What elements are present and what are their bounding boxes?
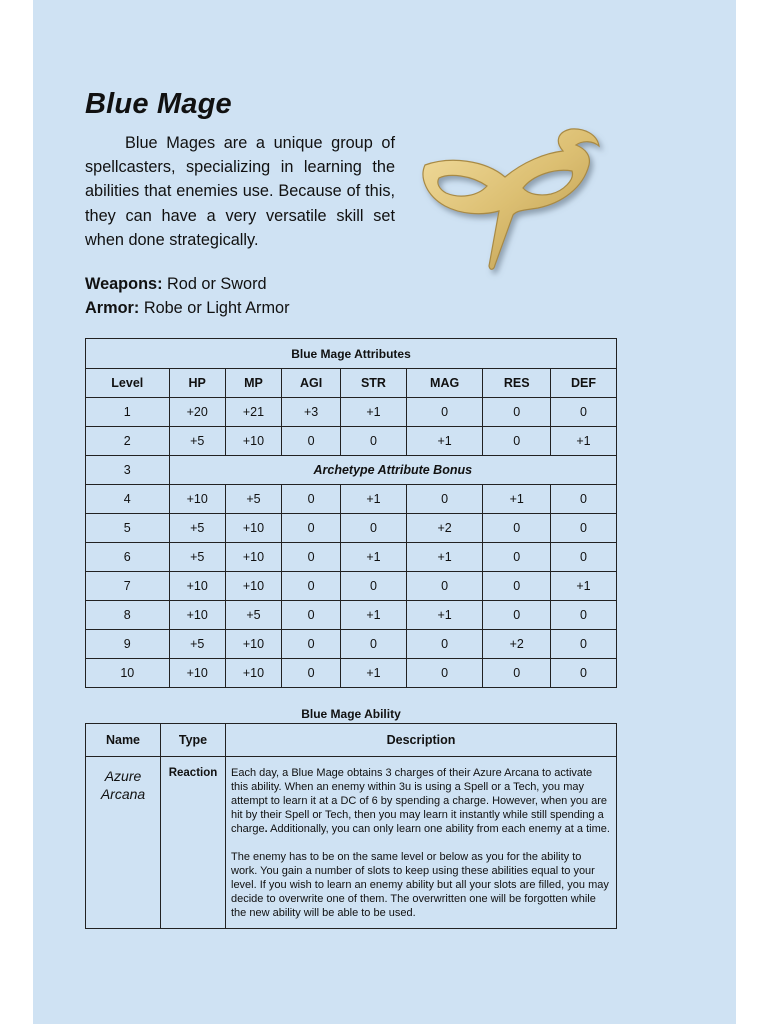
header-agi: AGI [282, 369, 341, 398]
class-description [85, 131, 395, 252]
attributes-row [86, 514, 617, 543]
header-mp: MP [225, 369, 281, 398]
stat-cell: 0 [483, 659, 551, 688]
level-cell: 10 [86, 659, 170, 688]
stat-cell: +5 [169, 427, 225, 456]
weapons-value: Rod or Sword [167, 275, 267, 293]
level-cell: 8 [86, 601, 170, 630]
level-cell: 6 [86, 543, 170, 572]
stat-cell: +5 [225, 601, 281, 630]
stat-cell: +10 [225, 514, 281, 543]
stat-cell: 0 [483, 427, 551, 456]
stat-cell: 0 [551, 630, 617, 659]
stat-cell: +10 [225, 659, 281, 688]
stat-cell: +1 [483, 485, 551, 514]
stat-cell: 0 [551, 659, 617, 688]
armor-label: Armor: [85, 299, 140, 317]
weapons-line [85, 275, 267, 294]
ability-description [226, 757, 617, 929]
stat-cell: +10 [225, 427, 281, 456]
header-mag: MAG [406, 369, 482, 398]
stat-cell: +3 [282, 398, 341, 427]
level-cell: 2 [86, 427, 170, 456]
header-str: STR [341, 369, 407, 398]
stat-cell: 0 [406, 659, 482, 688]
stat-cell: +1 [406, 543, 482, 572]
ability-caption: Blue Mage Ability [301, 707, 401, 721]
stat-cell: 0 [551, 398, 617, 427]
header-type: Type [161, 724, 226, 757]
stat-cell: 0 [282, 427, 341, 456]
armor-value: Robe or Light Armor [143, 299, 290, 317]
attributes-caption: Blue Mage Attributes [86, 339, 617, 369]
level-cell: 3 [86, 456, 170, 485]
stat-cell: 0 [341, 514, 407, 543]
stat-cell: 0 [551, 485, 617, 514]
stat-cell: +1 [341, 601, 407, 630]
level-cell: 4 [86, 485, 170, 514]
stat-cell: +1 [341, 485, 407, 514]
ability-type: Reaction [161, 757, 226, 929]
stat-cell: 0 [406, 398, 482, 427]
attributes-row [86, 485, 617, 514]
blue-mage-mask-icon [405, 120, 610, 295]
attributes-table [85, 338, 617, 688]
stat-cell: +10 [169, 601, 225, 630]
header-res: RES [483, 369, 551, 398]
attributes-row [86, 572, 617, 601]
stat-cell: +5 [169, 630, 225, 659]
stat-cell: 0 [282, 543, 341, 572]
attributes-row [86, 427, 617, 456]
stat-cell: +2 [483, 630, 551, 659]
ability-row [86, 757, 617, 929]
stat-cell: +5 [169, 543, 225, 572]
header-description: Description [226, 724, 617, 757]
stat-cell: 0 [341, 427, 407, 456]
class-description-text: Blue Mages are a unique group of spellcasters, specializing in learning the abilities that enemies use. Because of this, they can have a very versatile skill set when done strategically. [85, 134, 395, 249]
stat-cell: 0 [483, 601, 551, 630]
stat-cell: 0 [483, 514, 551, 543]
stat-cell: 0 [483, 543, 551, 572]
attributes-body [86, 398, 617, 688]
level-cell: 7 [86, 572, 170, 601]
header-level: Level [86, 369, 170, 398]
header-hp: HP [169, 369, 225, 398]
attributes-row [86, 398, 617, 427]
stat-cell: +20 [169, 398, 225, 427]
stat-cell: +2 [406, 514, 482, 543]
attributes-row [86, 630, 617, 659]
ability-header-row [86, 724, 617, 757]
stat-cell: 0 [551, 601, 617, 630]
attributes-row [86, 601, 617, 630]
stat-cell: +10 [169, 485, 225, 514]
header-def: DEF [551, 369, 617, 398]
stat-cell: 0 [282, 485, 341, 514]
stat-cell: 0 [282, 630, 341, 659]
stat-cell: 0 [282, 572, 341, 601]
stat-cell: 0 [551, 514, 617, 543]
stat-cell: +1 [551, 427, 617, 456]
ability-description-para2: The enemy has to be on the same level or below as you for the ability to work. You gain a number of slots to keep using these abilities equal to your level. If you wish to learn an enemy ability but all your slots are filled, you may decide to overwrite one of them. The overwritten one will be forgotten while the new ability will be able to be used. [231, 851, 609, 919]
stat-cell: +5 [169, 514, 225, 543]
attributes-row [86, 659, 617, 688]
stat-cell: +10 [225, 630, 281, 659]
weapons-label: Weapons: [85, 275, 163, 293]
stat-cell: 0 [282, 601, 341, 630]
stat-cell: 0 [341, 572, 407, 601]
stat-cell: +10 [169, 572, 225, 601]
stat-cell: 0 [406, 485, 482, 514]
stat-cell: 0 [282, 514, 341, 543]
stat-cell: +1 [406, 427, 482, 456]
stat-cell: 0 [483, 398, 551, 427]
stat-cell: 0 [406, 572, 482, 601]
archetype-bonus-cell: Archetype Attribute Bonus [169, 456, 616, 485]
stat-cell: +21 [225, 398, 281, 427]
stat-cell: +1 [551, 572, 617, 601]
stat-cell: 0 [483, 572, 551, 601]
stat-cell: +1 [406, 601, 482, 630]
attributes-header-row [86, 369, 617, 398]
stat-cell: +10 [225, 543, 281, 572]
stat-cell: 0 [341, 630, 407, 659]
stat-cell: +1 [341, 398, 407, 427]
armor-line [85, 299, 290, 318]
stat-cell: 0 [282, 659, 341, 688]
stat-cell: +10 [225, 572, 281, 601]
stat-cell: +5 [225, 485, 281, 514]
stat-cell: +1 [341, 543, 407, 572]
attributes-row [86, 543, 617, 572]
level-cell: 9 [86, 630, 170, 659]
stat-cell: +1 [341, 659, 407, 688]
attributes-row [86, 456, 617, 485]
level-cell: 5 [86, 514, 170, 543]
stat-cell: +10 [169, 659, 225, 688]
ability-description-para1: Each day, a Blue Mage obtains 3 charges of their Azure Arcana to activate this ability. When an enemy within 3u is using a Spell or a Tech, you may attempt to learn it at a DC of 6 by spending a charge. However, when you are hit by their Spell or Tech, then you may learn it instantly while still spending a charge. Additionally, you can only learn one ability from each enemy at a time. [231, 767, 610, 835]
ability-table [85, 723, 617, 929]
ability-name: Azure Arcana [86, 757, 161, 929]
level-cell: 1 [86, 398, 170, 427]
stat-cell: 0 [406, 630, 482, 659]
stat-cell: 0 [551, 543, 617, 572]
header-name: Name [86, 724, 161, 757]
class-title: Blue Mage [85, 88, 232, 120]
